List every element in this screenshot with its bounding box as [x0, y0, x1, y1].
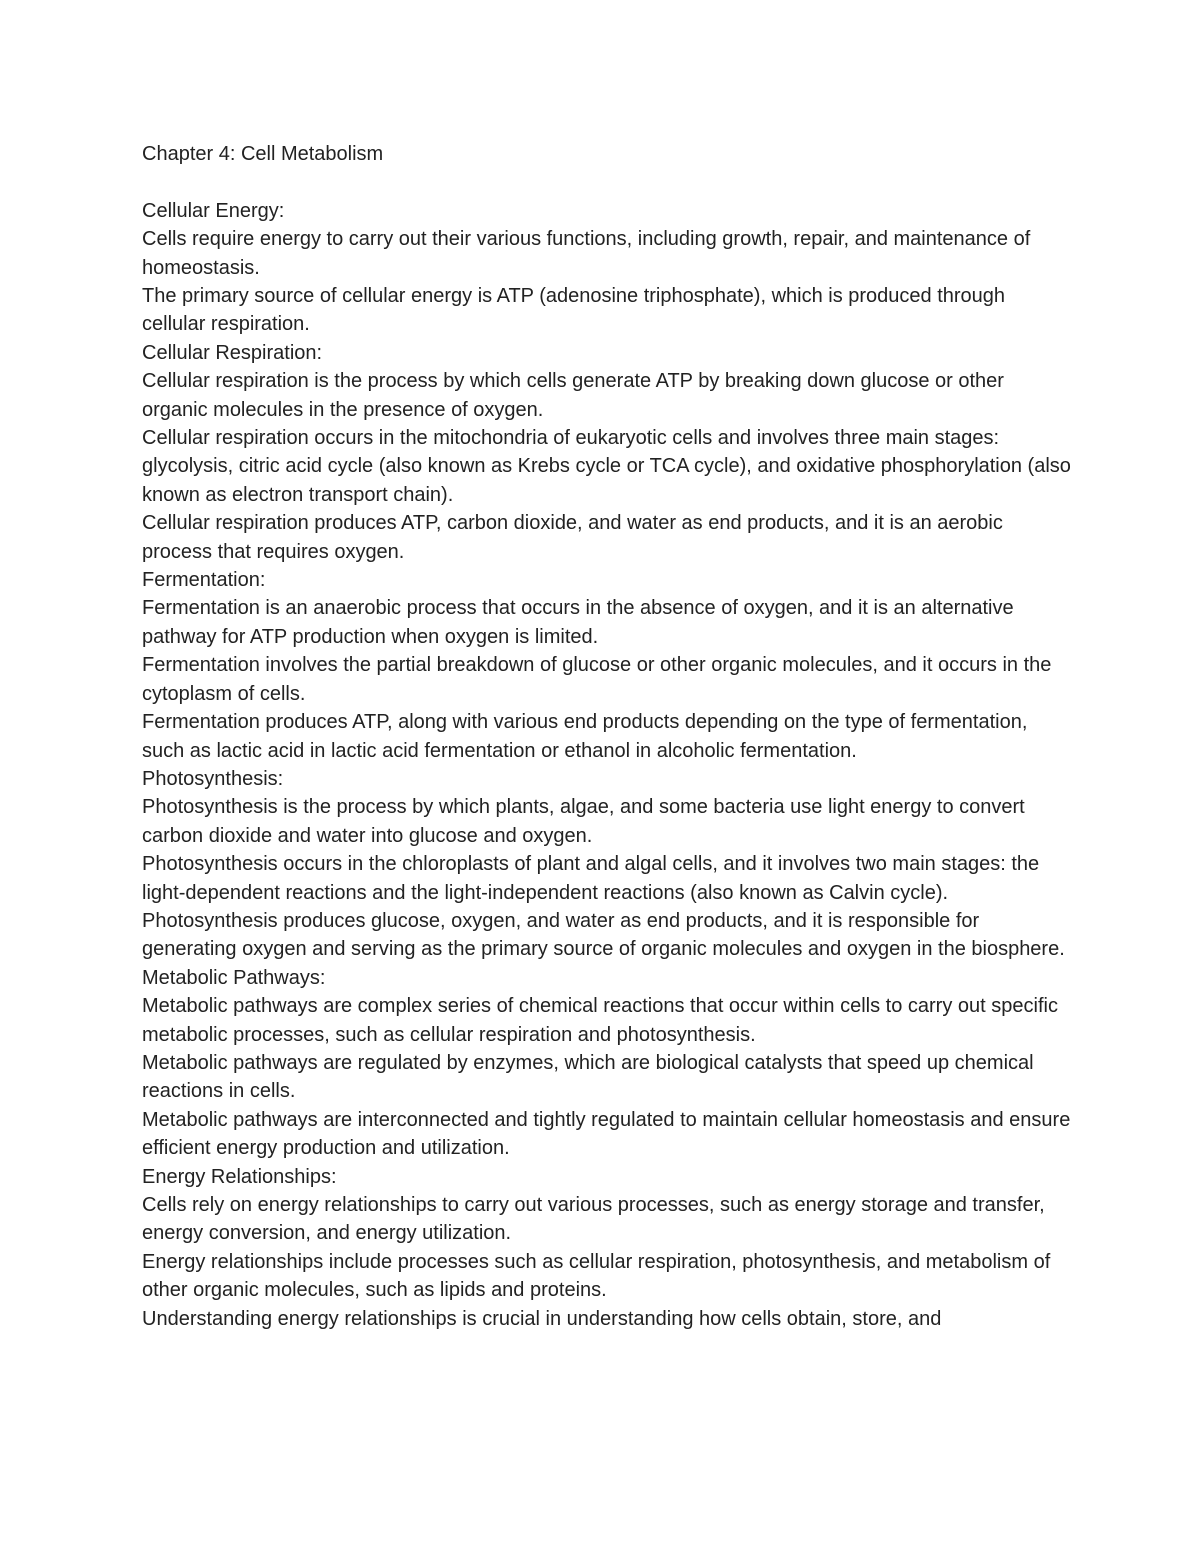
paragraph: Cellular respiration occurs in the mitochondria of eukaryotic cells and involves three main stages: glycolysis, citric acid cycle (also known as Krebs cycle or TCA cycle), and oxidative phosphorylation (also known as electron transport chain).: [142, 427, 1071, 506]
paragraph: Energy relationships include processes such as cellular respiration, photosynthesis, and metabolism of other organic molecules, such as lipids and proteins.: [142, 1250, 1051, 1302]
paragraph: Metabolic pathways are regulated by enzymes, which are biological catalysts that speed up chemical reactions in cells.: [142, 1051, 1034, 1103]
section-heading-metabolic-pathways: Metabolic Pathways:: [142, 966, 326, 989]
paragraph: Fermentation produces ATP, along with various end products depending on the type of fermentation, such as lactic acid in lactic acid fermentation or ethanol in alcoholic fermentation.: [142, 711, 1028, 762]
section-heading-cellular-respiration: Cellular Respiration:: [142, 341, 323, 364]
section-heading-cellular-energy: Cellular Energy:: [142, 199, 285, 222]
title-spacer: [142, 168, 1072, 196]
section-heading-fermentation: Fermentation:: [142, 569, 266, 592]
section-heading-energy-relationships: Energy Relationships:: [142, 1165, 337, 1188]
paragraph: Cellular respiration produces ATP, carbon dioxide, and water as end products, and it is an aerobic process that requires oxygen.: [142, 512, 1003, 563]
paragraph: Fermentation is an anaerobic process that occurs in the absence of oxygen, and it is an alternative pathway for ATP production when oxygen is limited.: [142, 597, 1014, 648]
paragraph: Metabolic pathways are interconnected and tightly regulated to maintain cellular homeostasis and ensure efficient energy production and utilization.: [142, 1108, 1071, 1160]
paragraph: Photosynthesis produces glucose, oxygen, and water as end products, and it is responsible for generating oxygen and serving as the primary source of organic molecules and oxygen in the biosphere.: [142, 909, 1065, 961]
paragraph: Fermentation involves the partial breakdown of glucose or other organic molecules, and it occurs in the cytoplasm of cells.: [142, 654, 1052, 705]
paragraph: Cells rely on energy relationships to carry out various processes, such as energy storage and transfer, energy conversion, and energy utilization.: [142, 1194, 1045, 1245]
document-body: [142, 140, 1072, 1333]
paragraph: The primary source of cellular energy is ATP (adenosine triphosphate), which is produced through cellular respiration.: [142, 285, 1006, 336]
paragraph: Metabolic pathways are complex series of chemical reactions that occur within cells to carry out specific metabolic processes, such as cellular respiration and photosynthesis.: [142, 995, 1058, 1046]
section-heading-photosynthesis: Photosynthesis:: [142, 767, 284, 790]
paragraph: Understanding energy relationships is crucial in understanding how cells obtain, store, and: [142, 1307, 942, 1330]
document-title: Chapter 4: Cell Metabolism: [142, 143, 384, 165]
paragraph: Photosynthesis is the process by which plants, algae, and some bacteria use light energy to convert carbon dioxide and water into glucose and oxygen.: [142, 796, 1025, 847]
paragraph: Photosynthesis occurs in the chloroplasts of plant and algal cells, and it involves two main stages: the light-dependent reactions and the light-independent reactions (also known as Calvin cycle).: [142, 853, 1040, 904]
paragraph: Cellular respiration is the process by which cells generate ATP by breaking down glucose or other organic molecules in the presence of oxygen.: [142, 370, 1004, 421]
paragraph: Cells require energy to carry out their various functions, including growth, repair, and maintenance of homeostasis.: [142, 228, 1031, 279]
